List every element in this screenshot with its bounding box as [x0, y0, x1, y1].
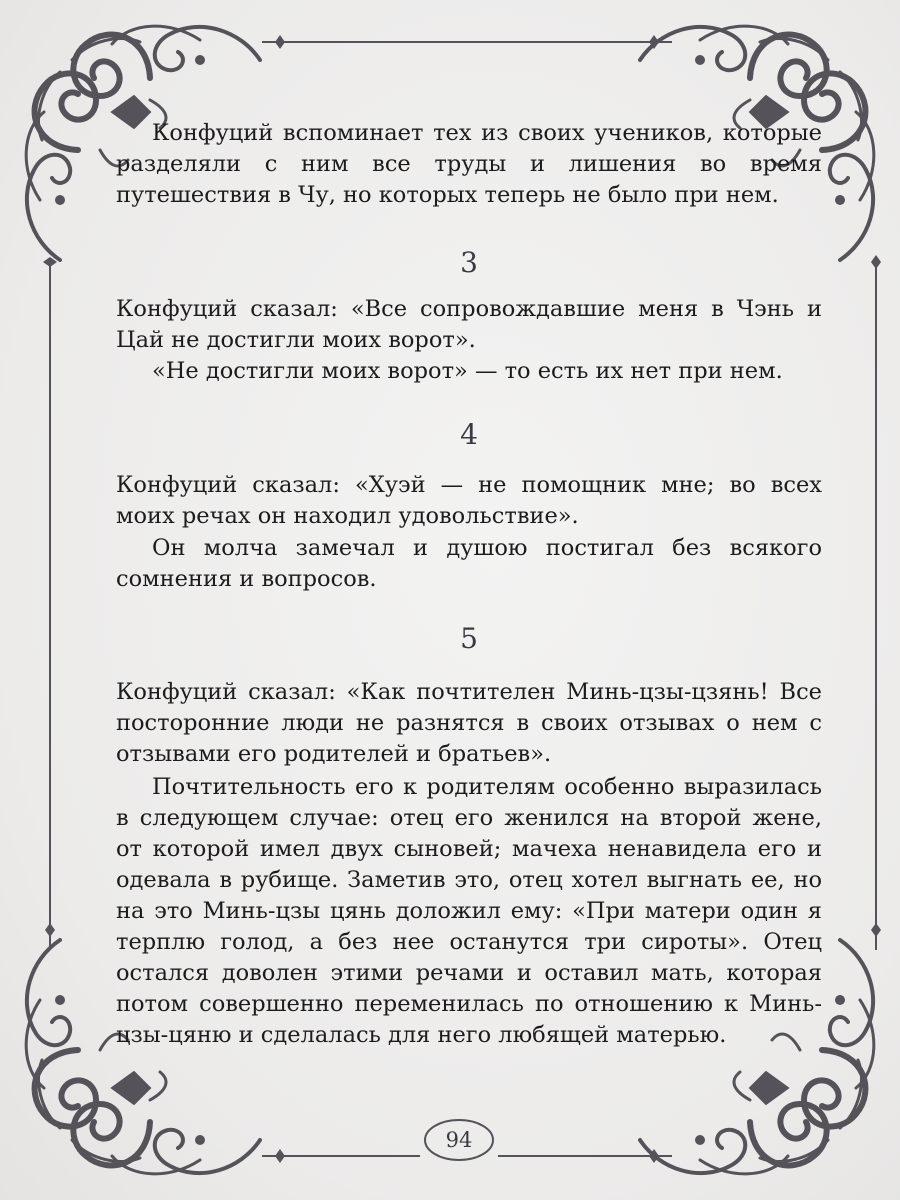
section-number-5: 5	[460, 622, 478, 655]
section-3-quote: Конфуций сказал: «Все сопровождавшие меня в Чэнь и Цай не достигли моих ворот».	[116, 296, 822, 353]
section-3-comment: «Не достигли моих ворот» — то есть их нет при нем.	[152, 358, 783, 384]
page-number: 94	[445, 1128, 473, 1152]
section-number-3: 3	[460, 246, 478, 279]
section-4-quote: Конфуций сказал: «Хуэй — не помощник мне; во всех моих речах он находил удовольствие».	[116, 472, 822, 529]
section-5-quote: Конфуций сказал: «Как почтителен Минь-цзы-цзянь! Все посторонние люди не разнятся в своих отзывах о нем с отзывами его родителей и братьев».	[116, 679, 822, 767]
section-number-4: 4	[460, 418, 478, 451]
section-4-comment: Он молча замечал и душою постигал без всякого сомнения и вопросов.	[116, 535, 822, 592]
intro-paragraph: Конфуций вспоминает тех из своих учеников, которые разделяли с ним все труды и лишения во время путешествия в Чу, но которых теперь не было при нем.	[116, 120, 822, 208]
section-5-comment: Почтительность его к родителям особенно выразилась в следующем случае: отец его женился на второй жене, от которой имел двух сыновей; мачеха ненавидела его и одевала в рубище. Заметив это, отец хотел выгнать ее, но на это Минь-цзы цянь доложил ему: «При матери один я терплю голод, а без нее останутся три сироты». Отец остался доволен этими речами и оставил мать, которая потом совершенно переменилась по отношению к Минь-цзы-цяню и сделалась для него любящей матерью.	[116, 774, 822, 1048]
